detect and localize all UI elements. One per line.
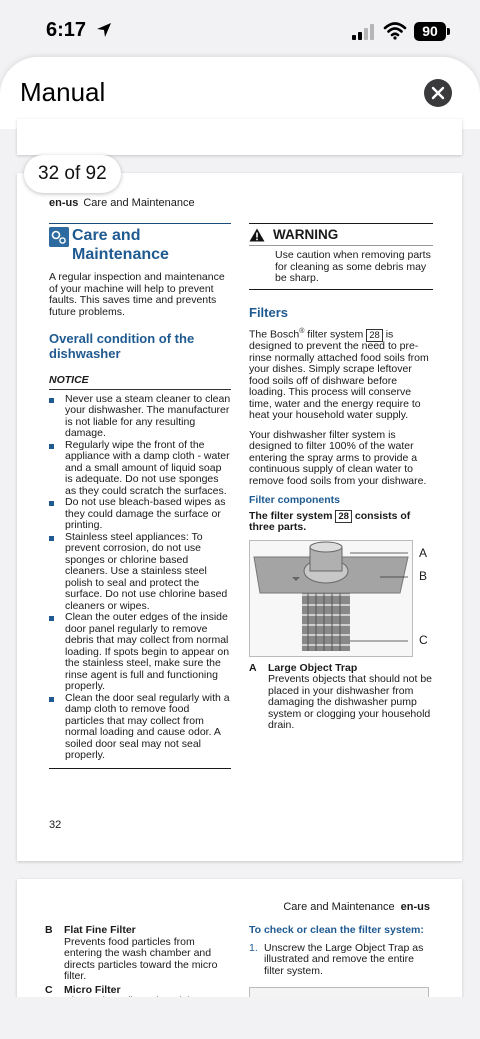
filters-paragraph-2: Your dishwasher filter system is designed to filter 100% of the water entering the spray arms to provide a continuous supply of clean water to remove food soils from your dishware. [249, 428, 427, 487]
document-viewer[interactable] [0, 129, 480, 997]
figure-label-a: A [419, 545, 428, 560]
legend-item [45, 925, 227, 983]
list-item: Stainless steel appliances: To prevent corrosion, do not use sponges or chlorine based cleaners. Use a stainless steel polish to seal and protect the surface. Do not use chlorine based cleaners or wipes. [49, 532, 231, 613]
legend-item [249, 663, 433, 732]
legend-title: Large Object Trap [268, 661, 358, 674]
warning-header [249, 228, 433, 246]
warning-text: Use caution when removing parts for cleaning as some debris may be sharp. [249, 246, 433, 290]
legend-text: Prevents food particles from entering the wash chamber and directs particles toward the micro filter. [64, 935, 218, 982]
maintenance-icon [49, 227, 69, 247]
filter-diagram [249, 540, 413, 657]
manual-sheet [0, 57, 480, 1039]
status-bar [0, 0, 480, 62]
components-title: Filter components [249, 494, 341, 506]
next-page-lang: en-us [400, 901, 430, 913]
previous-page [17, 119, 462, 155]
filter-system-line: The filter system 28 consists of three parts. [249, 509, 411, 533]
close-button[interactable] [424, 79, 452, 107]
section-title [49, 226, 231, 264]
location-arrow-icon [96, 22, 112, 38]
intro-text: A regular inspection and maintenance of your machine will help to prevent faults. This saves time and prevents future problems. [49, 271, 225, 318]
page-header [49, 197, 195, 209]
list-item: Regularly wipe the front of the appliance with a damp cloth - water and a small amount of liquid soap is adequate. Do not use sponges as they could scratch the surfaces. [49, 440, 231, 498]
current-page [17, 173, 462, 861]
section-title-text: Care and Maintenance [72, 227, 169, 263]
subsection-title: Overall condition of the dishwasher [49, 331, 195, 361]
clock: 6:17 [46, 19, 87, 41]
filters-paragraph-1: The Bosch® filter system 28 is designed to prevent the need to pre-rinse normally attached food soils from your dishes. Simply scrape leftover food soils off of dishware before loading. This process will conserve time, water and the energy require to heat your household water supply. [249, 328, 429, 421]
legend-key: B [45, 924, 53, 936]
legend-title: Flat Fine Filter [64, 924, 136, 936]
next-page-section: Care and Maintenance [283, 901, 395, 913]
list-item: Clean the outer edges of the inside door panel regularly to remove debris that may collect from normal loading. If spots begin to appear on the stainless steel, make sure the rinse agent is full and functioning properly. [49, 612, 231, 693]
legend-key: A [249, 661, 257, 674]
right-column [249, 223, 433, 732]
list-item: Clean the door seal regularly with a damp cloth to remove food particles that may collect from normal loading and cause odor. A soiled door seal may not seal properly. [49, 693, 231, 762]
list-item: Do not use bleach-based wipes as they could damage the surface or printing. [49, 497, 231, 532]
page-section: Care and Maintenance [83, 197, 195, 209]
step-item [249, 943, 433, 978]
page-lang: en-us [49, 197, 79, 209]
ref-number-box: 28 [335, 510, 352, 523]
cellular-signal-icon [352, 24, 376, 40]
next-left-column [45, 925, 227, 1008]
figure-label-b: B [419, 568, 428, 583]
ref-number-box: 28 [366, 329, 383, 342]
battery-tip [447, 28, 450, 35]
legend-text: Prevents objects that should not be placed in your dishwasher from damaging the dishwasher pump system or clogging your household drain. [268, 673, 433, 731]
battery-indicator: 90 [414, 22, 446, 41]
filter-illustration [250, 541, 412, 656]
sheet-title: Manual [20, 77, 106, 107]
legend-key: C [45, 983, 53, 996]
step-number: 1. [249, 941, 258, 954]
notice-list [49, 394, 231, 762]
check-filter-title: To check or clean the filter system: [249, 924, 424, 936]
page-counter: 32 of 92 [24, 155, 121, 193]
figure-label-c: C [419, 632, 428, 647]
list-item: Never use a steam cleaner to clean your dishwasher. The manufacturer is not liable for any resulting damage. [49, 394, 231, 440]
next-page-header [283, 901, 430, 913]
section-rule [49, 223, 231, 224]
legend-title: Micro Filter [64, 983, 121, 996]
step-text: Unscrew the Large Object Trap as illustrated and remove the entire filter system. [264, 941, 424, 977]
warning-rule [249, 223, 433, 224]
notice-end-rule [49, 768, 231, 769]
close-icon [432, 87, 444, 99]
bottom-safe-area [0, 997, 480, 1039]
page-number: 32 [49, 819, 62, 831]
warning-title: WARNING [273, 227, 339, 243]
warning-triangle-icon [249, 228, 265, 242]
wifi-icon [384, 22, 406, 40]
left-column [49, 223, 231, 769]
notice-label: NOTICE [49, 375, 231, 390]
filters-title: Filters [249, 304, 289, 320]
